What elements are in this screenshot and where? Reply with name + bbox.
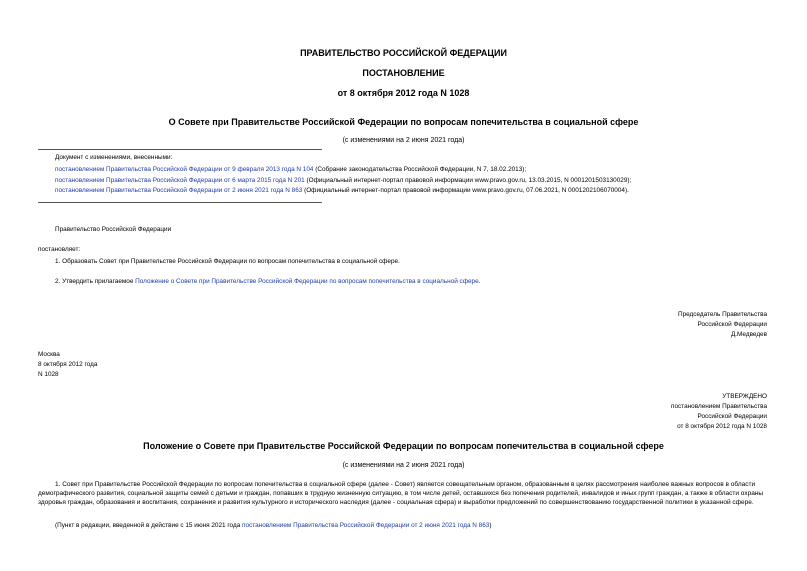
changes-note: (с изменениями на 2 июня 2021 года) [342,137,465,144]
amendment-item: постановлением Правительства Российской Федерации от 6 марта 2015 года N 201 (Официальный интернет-портал правовой информации www.pravo.gov.ru, 13.03.2015, N 0001201503130029); [55,177,632,184]
document-type: ПОСТАНОВЛЕНИЕ [362,68,445,78]
paragraph-1: 1. Образовать Совет при Правительстве Российской Федерации по вопросам попечительства в социальной сфере. [55,258,400,265]
regulation-link[interactable]: Положение о Совете при Правительстве Российской Федерации по вопросам попечительства в социальной сфере [135,278,479,285]
approved-line-2: постановлением Правительства [671,403,767,410]
note-link[interactable]: постановлением Правительства Российской Федерации от 2 июня 2021 года N 863 [242,522,490,529]
approved-line-1: УТВЕРЖДЕНО [722,393,767,400]
signature-line-2: Российской Федерации [697,321,767,328]
divider-top [38,149,322,150]
document-date-number: от 8 октября 2012 года N 1028 [337,88,470,98]
regulation-note: (Пункт в редакции, введенной в действие с 15 июня 2021 года постановлением Правительства Российской Федерации от 2 июня 2021 года N 863) [55,522,492,529]
amendment-item: постановлением Правительства Российской Федерации от 2 июня 2021 года N 863 (Официальный интернет-портал правовой информации www.pravo.gov.ru, 07.06.2021, N 0001202106070004). [55,187,629,194]
divider-bottom [38,202,322,203]
government-heading: ПРАВИТЕЛЬСТВО РОССИЙСКОЙ ФЕДЕРАЦИИ [300,48,507,58]
regulation-changes: (с изменениями на 2 июня 2021 года) [342,462,465,469]
regulation-paragraph-1: 1. Совет при Правительстве Российской Федерации по вопросам попечительства в социальной сфере (далее - Совет) является совещательным органом, образованным в целях рассмотрения наиболее важных вопросов в области демографического развития, социальной защиты семей с детьми и граждан, попавших в трудную жизненную ситуацию, в том числе детей, оставшихся без попечения родителей, инвалидов и иных групп граждан, а также в области охраны здоровья граждан, образования и воспитания, сохранения и развития культурного и исторического наследия (далее - социальная сфера) и выработки предложений по совершенствованию государственной политики в указанной сфере. [38,481,764,507]
amendment-link[interactable]: постановлением Правительства Российской Федерации от 6 марта 2015 года N 201 [55,177,305,184]
paragraph-2: 2. Утвердить прилагаемое Положение о Совете при Правительстве Российской Федерации по вопросам попечительства в социальной сфере. [55,278,481,285]
signature-line-1: Председатель Правительства [678,311,767,318]
approved-line-3: Российской Федерации [697,413,767,420]
regulation-title: Положение о Совете при Правительстве Российской Федерации по вопросам попечительства в социальной сфере [143,441,664,451]
amendments-intro: Документ с изменениями, внесенными: [55,154,173,161]
place-date: 8 октября 2012 года [38,361,98,368]
decrees-label: постановляет: [38,246,81,253]
amendment-item: постановлением Правительства Российской Федерации от 9 февраля 2013 года N 104 (Собрание законодательства Российской Федерации, N 7, 18.02.2013); [55,166,527,173]
amendment-link[interactable]: постановлением Правительства Российской Федерации от 2 июня 2021 года N 863 [55,187,303,194]
approved-line-4: от 8 октября 2012 года N 1028 [677,423,767,430]
amendment-link[interactable]: постановлением Правительства Российской Федерации от 9 февраля 2013 года N 104 [55,166,314,173]
government-subject: Правительство Российской Федерации [55,226,172,233]
signature-name: Д.Медведев [730,331,767,338]
place-number: N 1028 [38,371,59,378]
document-title: О Совете при Правительстве Российской Федерации по вопросам попечительства в социальной сфере [168,117,639,127]
place-city: Москва [38,351,60,358]
